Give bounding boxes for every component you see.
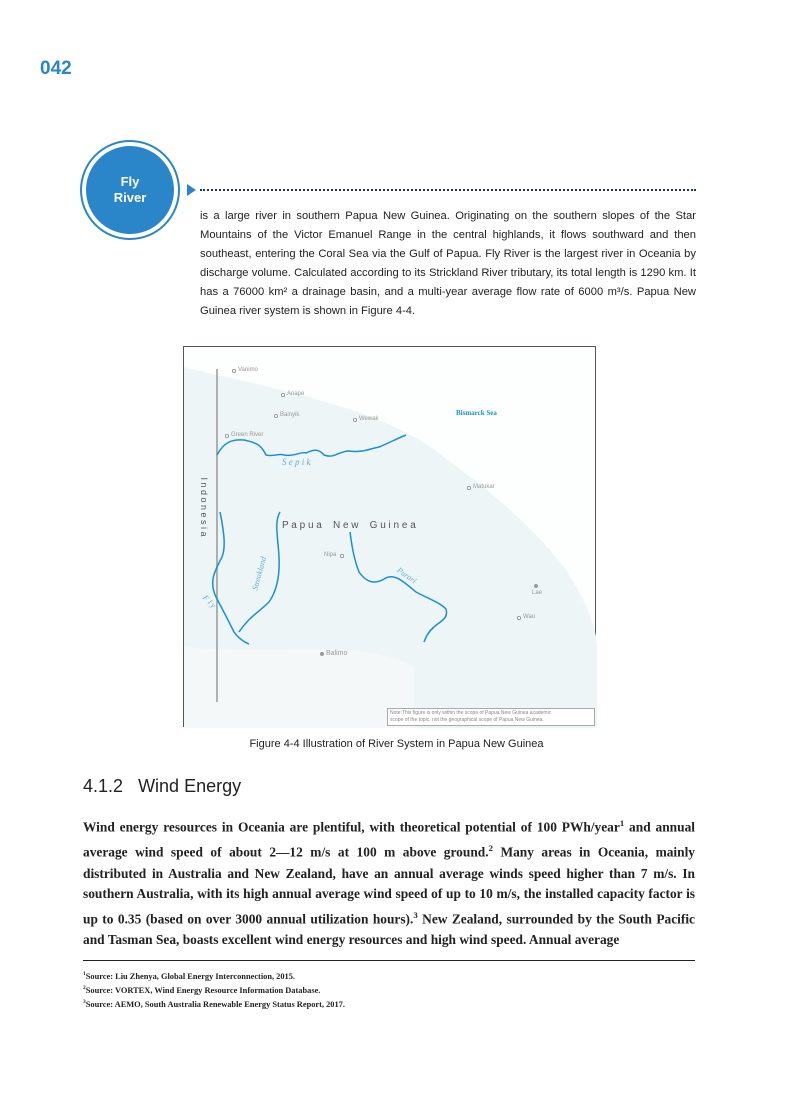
section-heading	[83, 776, 241, 797]
place-wau: Wau	[523, 614, 536, 620]
place-green-river: Green River	[231, 432, 264, 438]
section-number: 4.1.2	[83, 776, 124, 796]
purari-label: Purari	[395, 565, 418, 586]
footnote-text: Source: AEMO, South Australia Renewable Energy Status Report, 2017.	[85, 999, 345, 1009]
place-wewak: Wewak	[359, 416, 379, 422]
term-badge	[86, 146, 174, 234]
arrow-icon	[187, 184, 196, 196]
place-vanimo: Vanimo	[238, 367, 258, 373]
footnote-ref: 3	[413, 910, 418, 921]
indonesia-label: I n d o n e s i a	[199, 477, 209, 537]
term-line1: Fly	[120, 174, 140, 189]
footnote-mark: 2	[83, 985, 86, 991]
sea-label: Bismarck Sea	[456, 409, 497, 417]
sepik-label: S e p i k	[282, 457, 311, 467]
dotted-divider	[200, 189, 696, 191]
term-line2: River	[113, 190, 147, 205]
map-note	[387, 708, 595, 726]
place-anape: Anape	[287, 391, 305, 397]
footnote-rule	[83, 960, 695, 961]
river-map	[183, 346, 596, 727]
place-bainyik: Bainyik	[280, 412, 300, 418]
footnote	[83, 985, 320, 995]
coast-area	[184, 647, 414, 728]
footnote	[83, 971, 295, 981]
place-balimo: Balimo	[326, 650, 348, 657]
footnote-ref: 2	[488, 843, 493, 854]
body-text: Wind energy resources in Oceania are plentiful, with theoretical potential of 100 PWh/year	[83, 819, 620, 835]
footnote-mark: 3	[83, 999, 86, 1005]
body-text: Many areas in Oceania, mainly distributed in Australia and New Zealand, have an annual average winds speed higher than 7 m/s. In southern Australia, with its high annual average wind speed of up to 10 m/s, the installed capacity factor is up to 0.35 (based on over 3000 annual utilization hours).	[83, 844, 695, 927]
country-label: P a p u a N e w G u i n e a	[282, 520, 416, 531]
place-lae: Lae	[532, 590, 543, 596]
footnote-mark: 1	[83, 971, 86, 977]
map-graphic	[184, 347, 597, 728]
strickland-label: Streakland	[250, 555, 268, 592]
note-line1: Note:This figure is only within the scope of Papua New Guinea academic	[390, 710, 552, 716]
section-title: Wind Energy	[138, 776, 242, 796]
footnote-text: Source: VORTEX, Wind Energy Resource Information Database.	[85, 985, 321, 995]
place-nipa: Nipa	[324, 552, 337, 558]
figure-caption: Figure 4-4 Illustration of River System in Papua New Guinea	[249, 738, 544, 750]
body-paragraph	[83, 813, 695, 951]
footnote	[83, 999, 345, 1009]
body-text: New Zealand, surrounded by the South Pacific and Tasman Sea, boasts excellent wind energy resources and high wind speed. Annual average	[83, 911, 695, 948]
intro-paragraph: is a large river in southern Papua New Guinea. Originating on the southern slopes of the Star Mountains of the Victor Emanuel Range in the central highlands, it flows southward and then southeast, entering the Coral Sea via the Gulf of Papua. Fly River is the largest river in Oceania by discharge volume. Calculated according to its Strickland River tributary, its total length is 1290 km. It has a 76000 km² a drainage basin, and a multi-year average flow rate of 6000 m³/s. Papua New Guinea river system is shown in Figure 4-4.	[200, 210, 696, 317]
footnote-ref: 1	[619, 818, 625, 828]
footnote-text: Source: Liu Zhenya, Global Energy Interconnection, 2015.	[85, 971, 296, 981]
page-number: 042	[40, 58, 72, 79]
place-matukar: Matukar	[473, 484, 495, 490]
note-line2: scope of the topic, not the geographical scope of Papua New Guinea.	[390, 717, 544, 723]
fly-label: F l y	[200, 593, 218, 610]
body-text: and annual average wind speed of about 2—12 m/s at 100 m above ground.	[83, 819, 695, 860]
